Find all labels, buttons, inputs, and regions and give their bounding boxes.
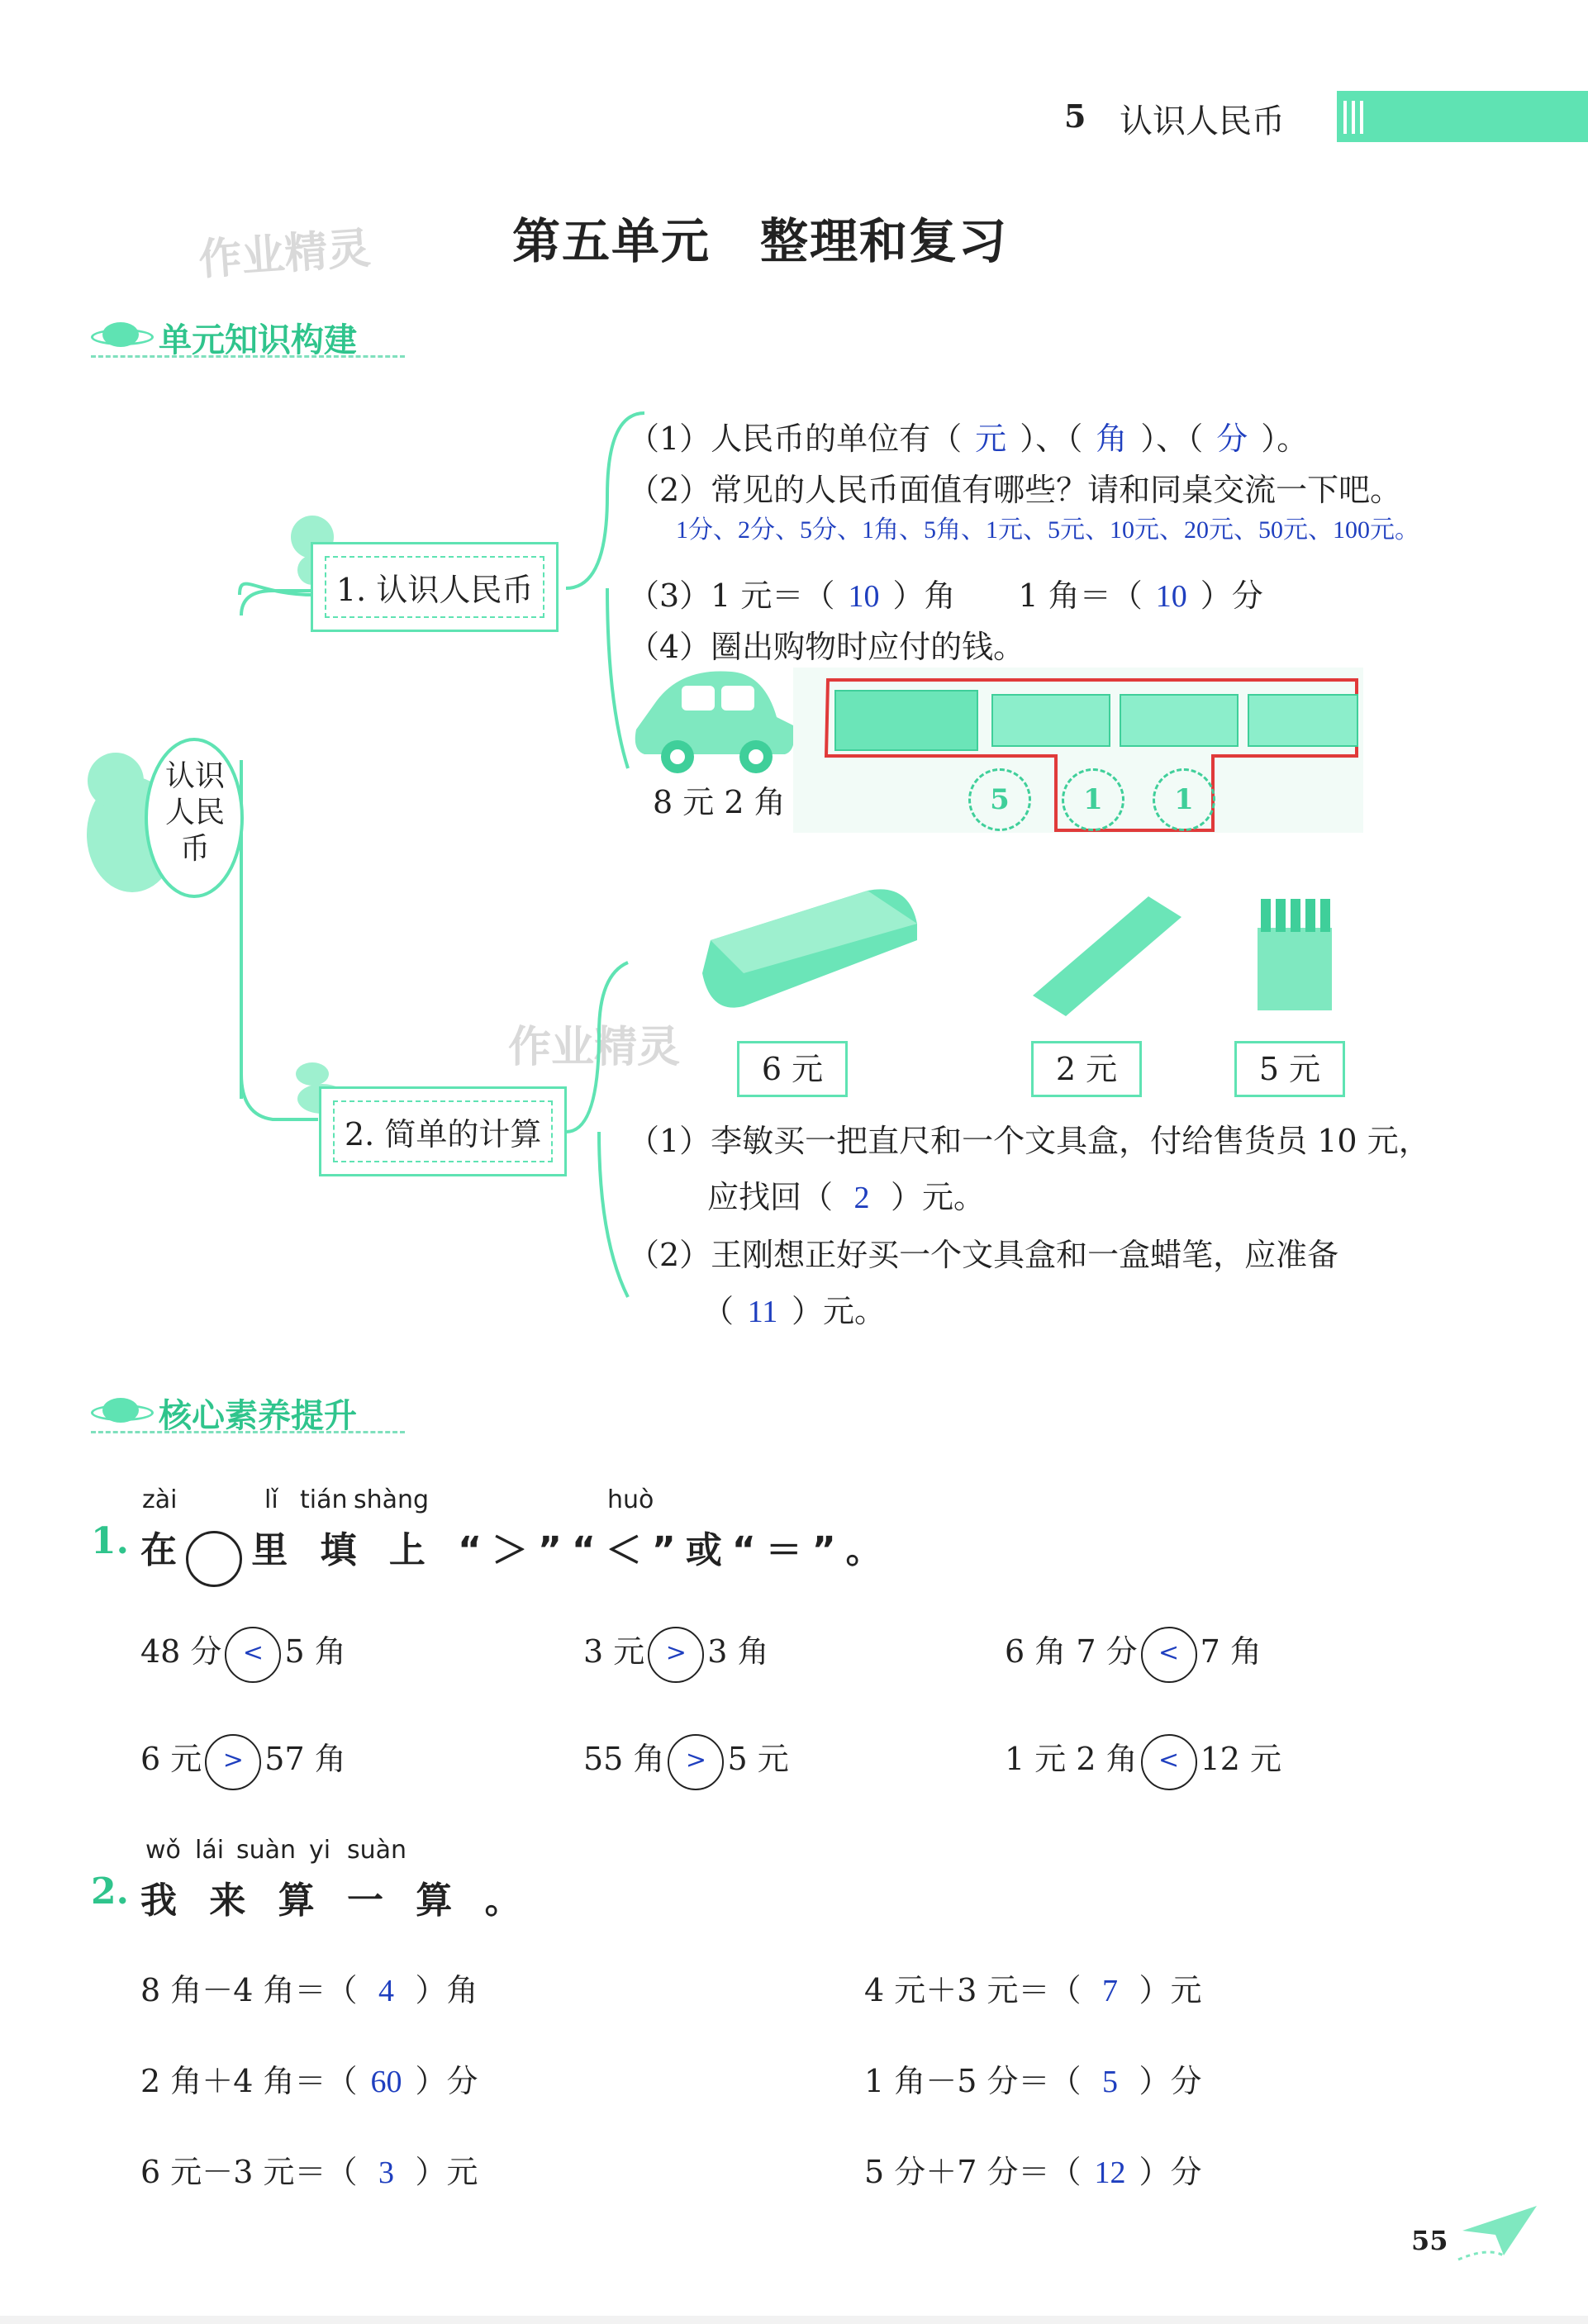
answer: 2 (853, 1181, 870, 1215)
compare-circle: > (648, 1627, 704, 1683)
pinyin: lái (195, 1836, 225, 1865)
banknote-icon (991, 694, 1110, 747)
compare-item: 48 分 < 5 角 (140, 1626, 346, 1683)
b2-q1-line2: 应找回（ 2 ）元。 (707, 1179, 986, 1215)
calc-item: 5 分＋7 分＝（ 12 ）分 (864, 2154, 1202, 2190)
compare-circle: < (1141, 1734, 1197, 1790)
compare-item: 6 角 7 分 < 7 角 (1005, 1626, 1262, 1683)
pinyin: shàng (354, 1485, 430, 1514)
page-edge (0, 2316, 1588, 2324)
blank-circle-icon (186, 1531, 242, 1587)
b1-q2-answer: 1分、2分、5分、1角、5角、1元、5元、10元、20元、50元、100元。 (676, 516, 1419, 544)
compare-circle: > (668, 1734, 724, 1790)
branch2-label-text: 2. 简单的计算 (333, 1100, 553, 1162)
b2-q2-line2: （ 11 ）元。 (702, 1293, 887, 1329)
center-line: 币 (179, 832, 210, 866)
price-tag: 2 元 (1031, 1041, 1142, 1097)
unit-title: 认识人民币 (1120, 102, 1285, 140)
center-line: 人民 (164, 796, 225, 829)
b1-q4: （4）圈出购物时应付的钱。 (628, 629, 1025, 665)
question-number: 1. (91, 1520, 129, 1562)
calc-item: 6 元－3 元＝（ 3 ）元 (140, 2154, 478, 2190)
b2-q2-line1: （2）王刚想正好买一个文具盒和一盒蜡笔，应准备 (628, 1237, 1339, 1273)
answer: 10 (1155, 579, 1187, 614)
question1-prompt: 在 里 填 上 “＞”“＜”或“＝”。 (140, 1520, 892, 1587)
ruler-icon (1025, 888, 1190, 1020)
banknote-icon (834, 690, 978, 751)
pinyin: zài (142, 1485, 178, 1514)
question-number: 2. (91, 1870, 129, 1913)
banknote-icon (1248, 694, 1358, 747)
calc-item: 2 角＋4 角＝（ 60 ）分 (140, 2063, 478, 2099)
watermark: 作业精灵 (508, 1023, 681, 1072)
compare-circle: > (205, 1734, 261, 1790)
answer: 4 (378, 1974, 395, 2008)
answer: 60 (370, 2065, 402, 2099)
mindmap-center (162, 758, 228, 867)
compare-circle: < (1141, 1627, 1197, 1683)
branch1-label (311, 542, 559, 632)
price-tag: 6 元 (737, 1041, 848, 1097)
compare-item: 55 角 > 5 元 (583, 1733, 789, 1790)
crayon-box-icon (1249, 891, 1340, 1015)
branch1-label-text: 1. 认识人民币 (325, 556, 544, 618)
calc-item: 1 角－5 分＝（ 5 ）分 (864, 2063, 1202, 2099)
pinyin: lǐ (264, 1485, 278, 1514)
pinyin: yi (309, 1836, 331, 1865)
banknote-icon (1120, 694, 1239, 747)
section-label: 单元知识构建 (159, 321, 357, 359)
pinyin: wǒ (145, 1836, 181, 1865)
answer: 10 (848, 579, 880, 614)
compare-item: 3 元 > 3 角 (583, 1626, 769, 1683)
answer: 3 (378, 2155, 395, 2190)
pencil-case-icon (694, 882, 925, 1015)
car-icon (632, 668, 797, 775)
planet-icon (102, 1398, 139, 1423)
coin-icon: 1 (1062, 768, 1124, 831)
compare-circle: < (225, 1627, 281, 1683)
unit-number: 5 (1064, 97, 1086, 135)
answer: 元 (975, 422, 1007, 457)
divider (91, 1431, 405, 1433)
paper-plane-icon (1454, 2198, 1545, 2264)
pinyin: huò (607, 1485, 654, 1514)
b1-q1: （1）人民币的单位有（ 元 ）、（ 角 ）、（ 分 ）。 (628, 413, 1308, 459)
car-price: 8 元 2 角 (653, 784, 786, 820)
answer: 12 (1094, 2155, 1126, 2190)
calc-item: 4 元＋3 元＝（ 7 ）元 (864, 1972, 1202, 2008)
pinyin: suàn (347, 1836, 407, 1865)
answer: 分 (1216, 422, 1248, 457)
branch2-label (319, 1086, 567, 1176)
compare-item: 1 元 2 角 < 12 元 (1005, 1733, 1281, 1790)
coin-icon: 5 (968, 768, 1031, 831)
answer: 7 (1102, 1974, 1119, 2008)
compare-item: 6 元 > 57 角 (140, 1733, 346, 1790)
answer: 角 (1096, 422, 1128, 457)
answer: 11 (747, 1295, 778, 1329)
coin-icon: 1 (1153, 768, 1215, 831)
price-tag: 5 元 (1234, 1041, 1345, 1097)
b1-q2: （2）常见的人民币面值有哪些？请和同桌交流一下吧。 (628, 472, 1402, 508)
section-label: 核心素养提升 (159, 1397, 357, 1435)
answer: 5 (1102, 2065, 1119, 2099)
calc-item: 8 角－4 角＝（ 4 ）角 (140, 1972, 478, 2008)
page-number: 55 (1411, 2225, 1448, 2256)
pinyin: suàn (236, 1836, 297, 1865)
center-line: 认识 (164, 759, 225, 793)
page-title: 第五单元 整理和复习 (512, 213, 1009, 269)
question2-prompt: 我 来 算 一 算 。 (140, 1880, 531, 1922)
b2-q1-line1: （1）李敏买一把直尺和一个文具盒，付给售货员 10 元， (628, 1123, 1430, 1159)
b1-q3: （3）1 元＝（ 10 ）角 1 角＝（ 10 ）分 (628, 577, 1263, 614)
watermark: 作业精灵 (197, 223, 373, 286)
pinyin: tián (300, 1485, 348, 1514)
